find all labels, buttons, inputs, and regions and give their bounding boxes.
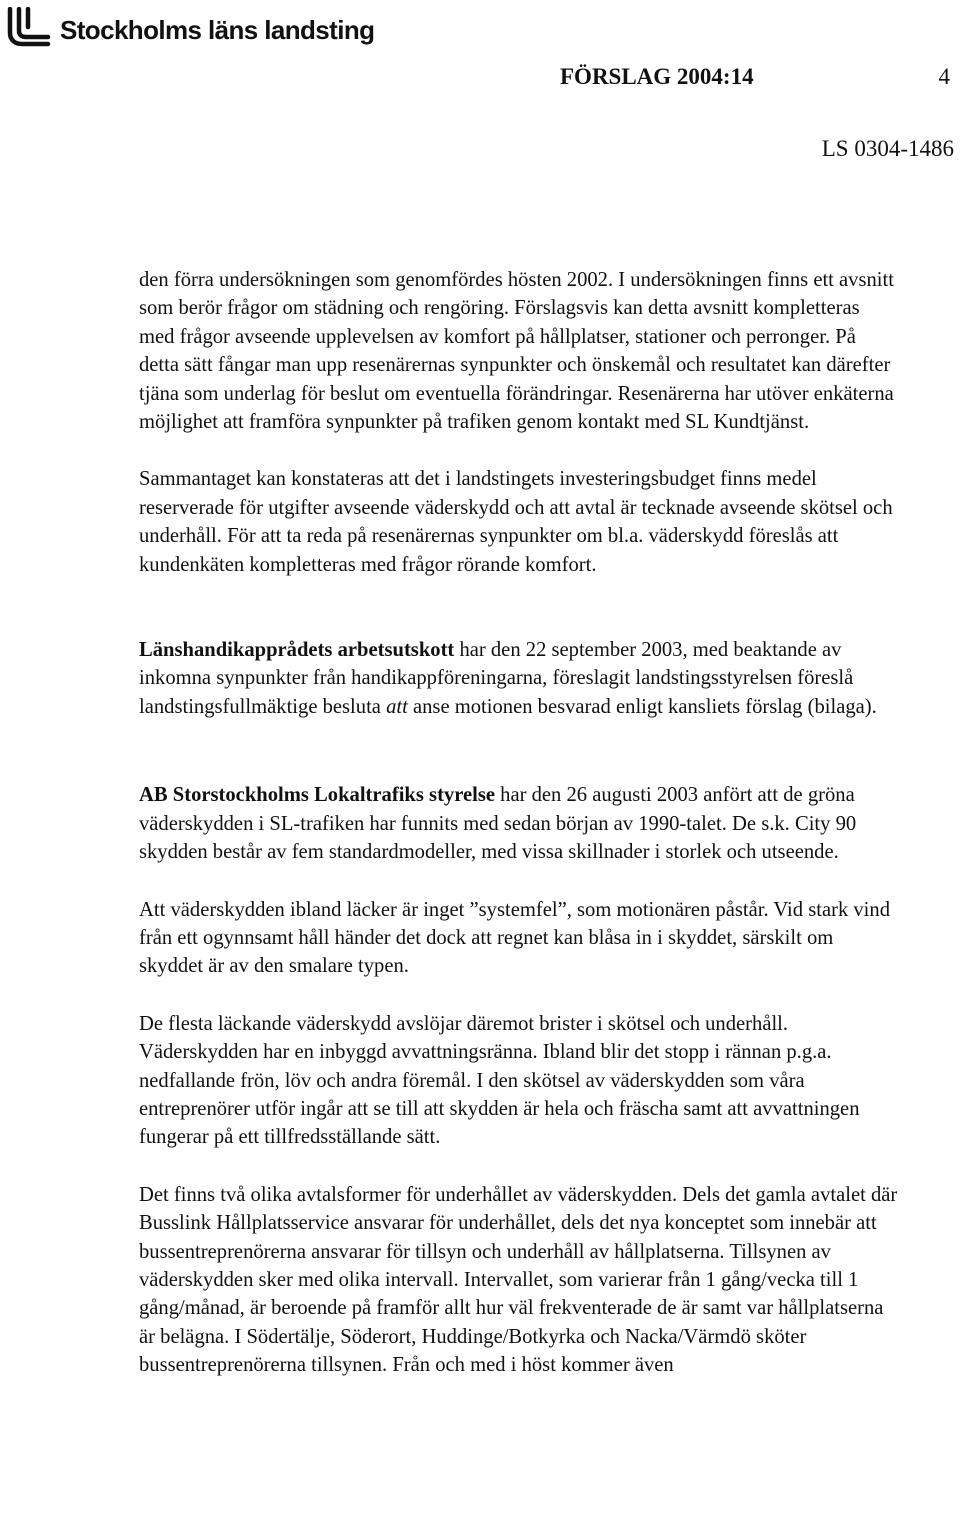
document-title: FÖRSLAG 2004:14 [560,64,754,89]
council-italic-att: att [386,695,408,718]
paragraph-survey: den förra undersökningen som genomfördes hösten 2002. I undersökningen finns ett avsnitt som berör frågor om städning och rengöring. Förslagsvis kan detta avsnitt kompletteras med frågor avseende upplevelsen av komfort på hållplatser, stationer och perronger. På detta sätt fångar man upp resenärernas synpunkter och önskemål och resultatet kan därefter tjäna som underlag för beslut om eventuella förändringar. Resenärerna har utöver enkäterna möjlighet att framföra synpunkter på trafiken genom kontakt med SL Kundtjänst. [139,269,894,434]
paragraph-leaks: Att väderskydden ibland läcker är inget ”systemfel”, som motionären påstår. Vid stark vind från ett ogynnsamt håll händer det dock att regnet kan blåsa in i skyddet, särskilt om skyddet är av den smalare typen. [139,898,890,978]
paragraph-handicap-council [139,636,899,721]
sl-board-name: AB Storstockholms Lokaltrafiks styrelse [139,784,496,807]
paragraph-contracts: Det finns två olika avtalsformer för underhållet av väderskydden. Dels det gamla avtalet där Busslink Hållplatsservice ansvarar för underhållet, dels det nya konceptet som innebär att bussentreprenörerna ansvarar för tillsyn och underhåll av hållplatserna. Tillsynen av väderskydden sker med olika intervall. Intervallet, som varierar från 1 gång/vecka till 1 gång/månad, är beroende på framför allt hur väl frekventerade de är samt var hållplatserna är belägna. I Södertälje, Söderort, Huddinge/Botkyrka och Nacka/Värmdö sköter bussentreprenörerna tillsynen. Från och med i höst kommer även [139,1183,898,1377]
logo-wordmark: Stockholms läns landsting [60,14,375,45]
landsting-emblem-icon [6,7,52,47]
paragraph-sl-board [139,781,899,866]
paragraph-summary: Sammantaget kan konstateras att det i landstingets investeringsbudget finns medel reserverade för utgifter avseende väderskydd och att avtal är tecknade avseende skötsel och underhåll. För att ta reda på resenärernas synpunkter om bl.a. väderskydd föreslås att kundenkäten kompletteras med frågor rörande komfort. [139,468,893,576]
document-body [139,266,899,1409]
council-name: Länshandikapprådets arbetsutskott [139,639,455,662]
paragraph-maintenance: De flesta läckande väderskydd avslöjar däremot brister i skötsel och underhåll. Väderskydden har en inbyggd avvattningsränna. Ibland blir det stopp i rännan p.g.a. nedfallande frön, löv och andra föremål. I den skötsel av väderskydden som våra entreprenörer utför ingår att se till att skydden är hela och fräscha samt att avvattningen fungerar på ett tillfredsställande sätt. [139,1012,860,1149]
council-text-a: har den 22 september 2003, med beaktande av inkomna synpunkter från handikappföreningarna, föreslagit landstingsstyrelsen föreslå landstingsfullmäktige besluta [139,639,854,718]
document-reference: LS 0304-1486 [821,136,954,161]
sl-board-text: har den 26 augusti 2003 anfört att de gröna väderskydden i SL-trafiken har funnits med sedan början av 1990-talet. De s.k. City 90 skydden består av fem standardmodeller, med vissa skillnader i storlek och utseende. [139,784,857,864]
council-text-b: anse motionen besvarad enligt kansliets förslag (bilaga). [407,695,877,718]
organization-logo [6,6,374,48]
page-number: 4 [938,64,950,89]
